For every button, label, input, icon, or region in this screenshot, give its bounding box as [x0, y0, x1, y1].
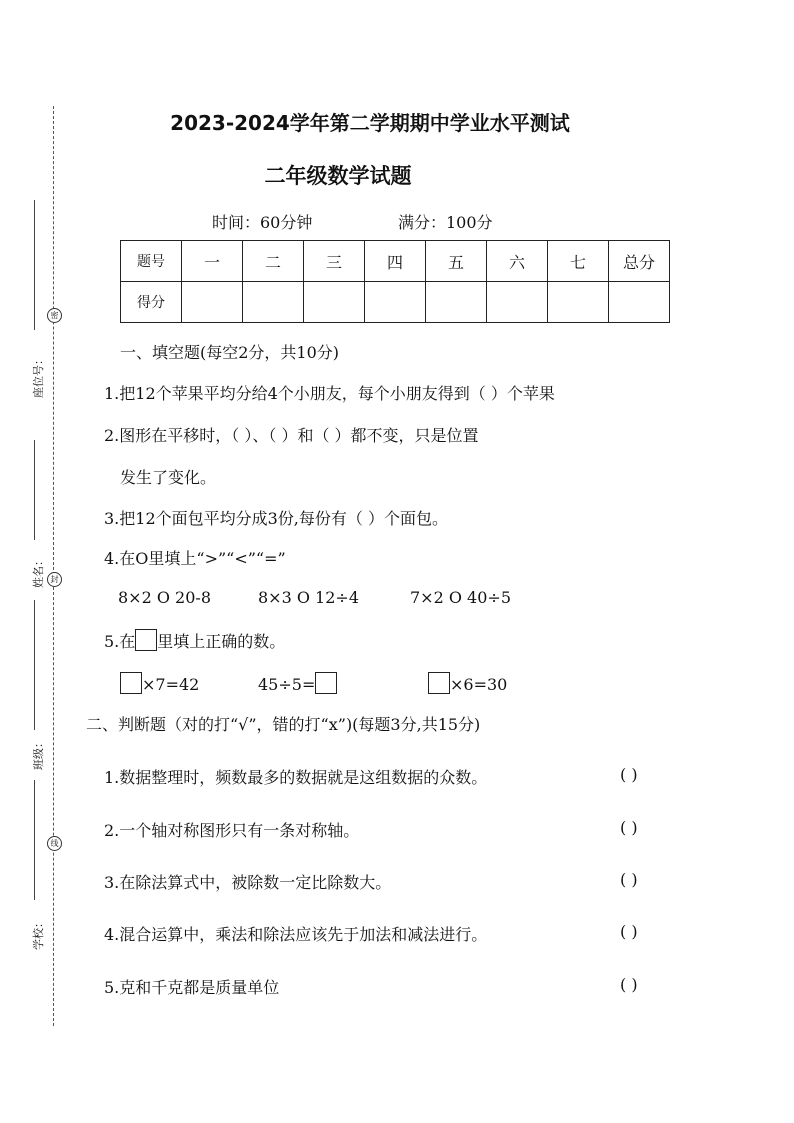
- fill-expr-1: [120, 672, 199, 694]
- answer-box: [135, 629, 157, 651]
- question-1-2: 2.图形在平移时，（ ）、（ ）和（ ）都不变，只是位置: [104, 426, 479, 445]
- seal-char-xian: 线: [47, 836, 62, 851]
- score-table-head-label: 题号: [121, 241, 182, 282]
- question-1-2-cont: 发生了变化。: [120, 468, 217, 487]
- exam-full-score: 满分：100分: [398, 213, 493, 232]
- score-cell[interactable]: [487, 282, 548, 323]
- fill-expr-3: [428, 672, 507, 694]
- school-label: 学校：: [32, 917, 45, 950]
- judge-answer-paren[interactable]: ( ): [620, 975, 638, 994]
- binding-dashed-line: [53, 106, 54, 1026]
- class-label: 班级：: [32, 737, 45, 770]
- compare-expr-3: 7×2 O 40÷5: [410, 588, 511, 607]
- judge-question-4: 4.混合运算中，乘法和除法应该先于加法和减法进行。: [104, 925, 488, 944]
- exam-subtitle: 二年级数学试题: [264, 164, 412, 188]
- section2-title: 二、判断题（对的打“√”，错的打“x”)(每题3分,共15分): [86, 715, 481, 734]
- compare-expr-1: 8×2 O 20-8: [118, 588, 211, 607]
- judge-answer-paren[interactable]: ( ): [620, 765, 638, 784]
- score-table-head-3: 三: [304, 241, 365, 282]
- seal-char-mi: 密: [47, 308, 62, 323]
- score-cell[interactable]: [182, 282, 243, 323]
- fill-expr-1-text: ×7=42: [142, 675, 200, 694]
- score-table-head-6: 六: [487, 241, 548, 282]
- score-cell[interactable]: [304, 282, 365, 323]
- answer-box[interactable]: [428, 672, 450, 694]
- score-cell[interactable]: [609, 282, 670, 323]
- exam-time: 时间：60分钟: [212, 213, 313, 232]
- score-table-score-row: [121, 282, 670, 323]
- question-1-1: 1.把12个苹果平均分给4个小朋友，每个小朋友得到（ ）个苹果: [104, 384, 555, 403]
- judge-question-2: 2.一个轴对称图形只有一条对称轴。: [104, 821, 360, 840]
- fill-expr-2-text: 45÷5=: [258, 675, 316, 694]
- judge-question-3: 3.在除法算式中，被除数一定比除数大。: [104, 873, 392, 892]
- score-table-row-label: 得分: [121, 282, 182, 323]
- score-table-head-4: 四: [365, 241, 426, 282]
- compare-expr-2: 8×3 O 12÷4: [258, 588, 359, 607]
- question-1-5-post: 里填上正确的数。: [157, 632, 286, 651]
- score-table-head-total: 总分: [609, 241, 670, 282]
- score-cell[interactable]: [243, 282, 304, 323]
- fill-expr-2: [258, 672, 337, 694]
- question-1-3: 3.把12个面包平均分成3份,每份有（ ）个面包。: [104, 509, 448, 528]
- score-table-head-5: 五: [426, 241, 487, 282]
- score-cell[interactable]: [365, 282, 426, 323]
- judge-answer-paren[interactable]: ( ): [620, 818, 638, 837]
- score-table-head-row: [121, 241, 670, 282]
- score-table: [120, 240, 670, 323]
- answer-box[interactable]: [315, 672, 337, 694]
- score-table-head-2: 二: [243, 241, 304, 282]
- name-label: 姓名：: [32, 555, 45, 588]
- section1-title: 一、填空题(每空2分，共10分): [120, 343, 340, 362]
- judge-answer-paren[interactable]: ( ): [620, 870, 638, 889]
- fill-expr-3-text: ×6=30: [450, 675, 508, 694]
- question-1-4: 4.在O里填上“>”“<”“=”: [104, 549, 286, 568]
- judge-answer-paren[interactable]: ( ): [620, 922, 638, 941]
- seat-label: 座位号：: [32, 354, 45, 398]
- question-1-5-pre: 5.在: [104, 632, 136, 651]
- school-fill-line-top: [34, 780, 35, 900]
- seat-fill-line: [34, 200, 35, 330]
- class-fill-line-top: [34, 600, 35, 730]
- score-cell[interactable]: [548, 282, 609, 323]
- exam-title: 2023-2024学年第二学期期中学业水平测试: [170, 111, 570, 135]
- score-cell[interactable]: [426, 282, 487, 323]
- seal-char-feng: 封: [47, 572, 62, 587]
- score-table-head-7: 七: [548, 241, 609, 282]
- score-table-head-1: 一: [182, 241, 243, 282]
- answer-box[interactable]: [120, 672, 142, 694]
- judge-question-5: 5.克和千克都是质量单位: [104, 978, 280, 997]
- name-fill-line-top: [34, 440, 35, 540]
- question-1-5: [104, 629, 285, 652]
- judge-question-1: 1.数据整理时，频数最多的数据就是这组数据的众数。: [104, 768, 488, 787]
